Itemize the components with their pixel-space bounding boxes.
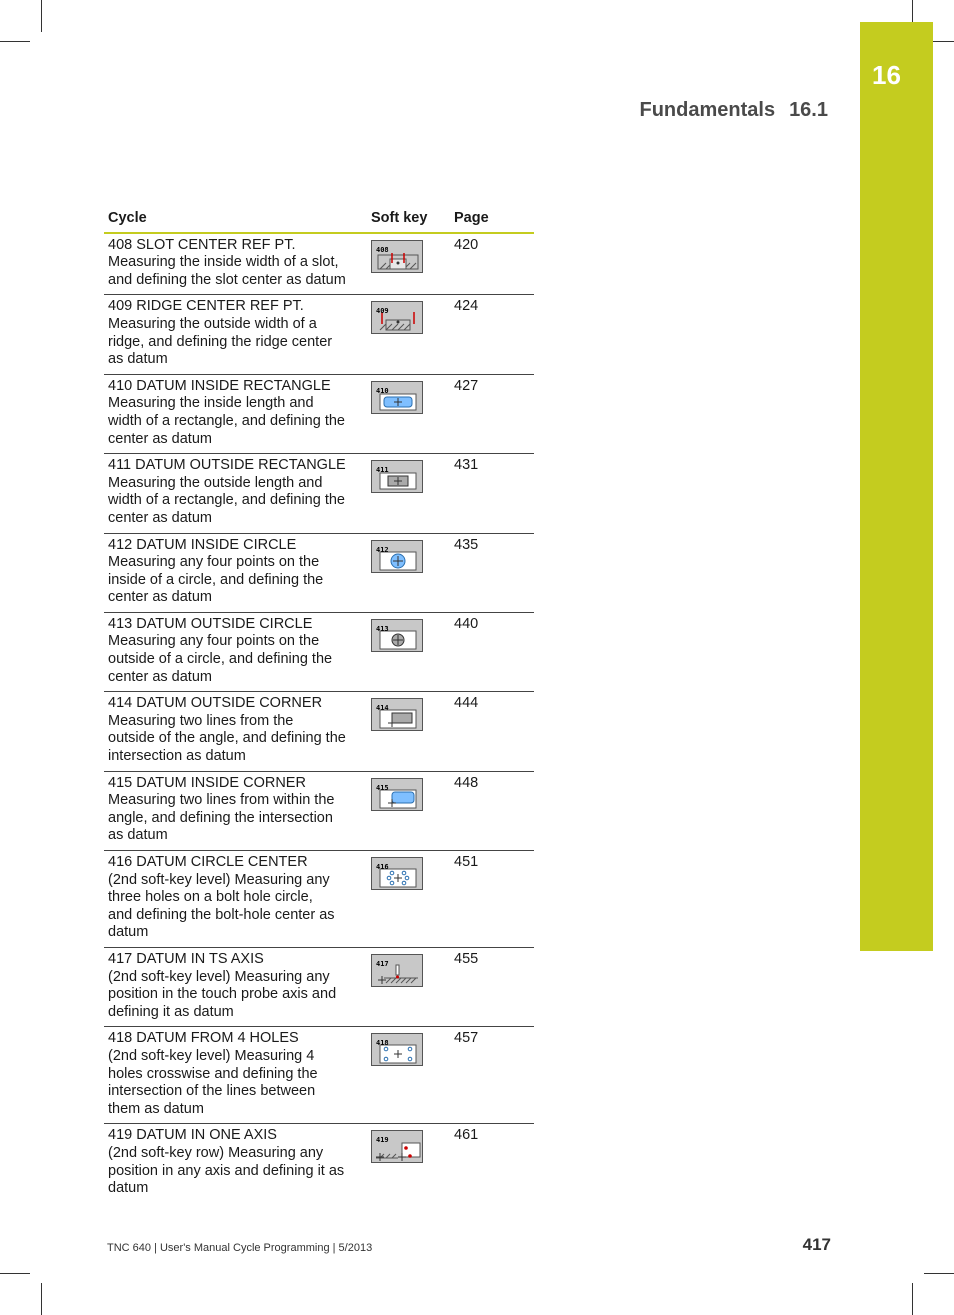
cycle-name: 414 DATUM OUTSIDE CORNER — [108, 695, 323, 712]
crop-mark — [0, 41, 30, 42]
page-reference[interactable]: 451 — [450, 851, 534, 948]
soft-key-417[interactable] — [371, 954, 423, 987]
cycle-description-line: width of a rectangle, and defining the — [108, 412, 345, 429]
soft-key-cell — [367, 851, 450, 948]
page-reference[interactable]: 420 — [450, 233, 534, 295]
cycle-description-line: defining it as datum — [108, 1003, 234, 1020]
table-row — [104, 295, 534, 374]
table-row — [104, 851, 534, 948]
soft-key-cell — [367, 1124, 450, 1203]
cycle-description-line: three holes on a bolt hole circle, — [108, 889, 313, 906]
crop-mark — [0, 1273, 30, 1274]
chapter-tab — [860, 22, 933, 951]
cycle-description-line: as datum — [108, 827, 168, 844]
page-header — [639, 99, 828, 122]
cycle-name: 412 DATUM INSIDE CIRCLE — [108, 536, 297, 553]
soft-key-408[interactable] — [371, 240, 423, 273]
column-header-page: Page — [450, 207, 534, 233]
soft-key-label: 415 — [376, 783, 389, 792]
crop-mark — [41, 1283, 42, 1315]
soft-key-411[interactable] — [371, 460, 423, 493]
cycle-description-line: inside of a circle, and defining the — [108, 571, 324, 588]
chapter-title: Fundamentals — [639, 99, 776, 121]
page-reference[interactable]: 435 — [450, 533, 534, 612]
cycle-description-line: angle, and defining the intersection — [108, 809, 333, 826]
cycle-description-line: (2nd soft-key level) Measuring any — [108, 871, 330, 888]
cycle-description-line: position in any axis and defining it as — [108, 1162, 345, 1179]
soft-key-label: 416 — [376, 863, 389, 871]
soft-key-cell — [367, 374, 450, 453]
table-row — [104, 374, 534, 453]
cycle-description-line: center as datum — [108, 430, 212, 447]
cycle-description-line: Measuring the outside length and — [108, 474, 323, 491]
soft-key-label: 410 — [376, 386, 389, 395]
chapter-number: 16 — [872, 60, 901, 90]
cycle-description-line: center as datum — [108, 509, 212, 526]
soft-key-cell — [367, 454, 450, 533]
cycle-description-line: them as datum — [108, 1100, 204, 1117]
soft-key-412[interactable] — [371, 540, 423, 573]
page-reference[interactable]: 448 — [450, 771, 534, 850]
soft-key-cell — [367, 947, 450, 1026]
table-row — [104, 771, 534, 850]
cycle-description-line: datum — [108, 1180, 149, 1197]
soft-key-cell — [367, 612, 450, 691]
crop-mark — [924, 1273, 954, 1274]
cycle-description — [104, 612, 367, 691]
table-row — [104, 1124, 534, 1203]
cycle-description — [104, 947, 367, 1026]
soft-key-label: 417 — [376, 959, 389, 968]
cycle-description-line: and defining the slot center as datum — [108, 271, 346, 288]
page-reference[interactable]: 424 — [450, 295, 534, 374]
cycle-description — [104, 233, 367, 295]
soft-key-416[interactable] — [371, 857, 423, 890]
soft-key-cell — [367, 233, 450, 295]
soft-key-cell — [367, 295, 450, 374]
cycle-description-line: position in the touch probe axis and — [108, 986, 337, 1003]
table-row — [104, 233, 534, 295]
soft-key-414[interactable] — [371, 698, 423, 731]
table-row — [104, 947, 534, 1026]
cycle-name: 409 RIDGE CENTER REF PT. — [108, 298, 304, 315]
table-row — [104, 692, 534, 771]
cycle-description-line: intersection of the lines between — [108, 1083, 316, 1100]
soft-key-label: 408 — [376, 245, 389, 254]
cycle-description-line: Measuring the inside length and — [108, 395, 314, 412]
soft-key-cell — [367, 771, 450, 850]
table-row — [104, 612, 534, 691]
crop-mark — [41, 0, 42, 32]
soft-key-409[interactable] — [371, 301, 423, 334]
soft-key-label: 419 — [376, 1136, 389, 1145]
cycle-description-line: Measuring two lines from within the — [108, 792, 335, 809]
cycle-description-line: datum — [108, 924, 149, 941]
cycle-description-line: Measuring any four points on the — [108, 554, 320, 571]
cycle-description-line: as datum — [108, 351, 168, 368]
cycle-description-line: holes crosswise and defining the — [108, 1065, 318, 1082]
cycle-name: 417 DATUM IN TS AXIS — [108, 950, 264, 967]
cycle-description-line: Measuring any four points on the — [108, 633, 320, 650]
cycle-name: 415 DATUM INSIDE CORNER — [108, 774, 306, 791]
cycle-description — [104, 454, 367, 533]
soft-key-label: 411 — [376, 466, 389, 475]
page-reference[interactable]: 457 — [450, 1027, 534, 1124]
cycle-description-line: ridge, and defining the ridge center — [108, 333, 333, 350]
soft-key-418[interactable] — [371, 1033, 423, 1066]
soft-key-cell — [367, 692, 450, 771]
table-row — [104, 454, 534, 533]
cycle-name: 408 SLOT CENTER REF PT. — [108, 236, 296, 253]
cycle-description — [104, 374, 367, 453]
cycle-description-line: (2nd soft-key level) Measuring 4 — [108, 1047, 315, 1064]
table-row — [104, 533, 534, 612]
soft-key-413[interactable] — [371, 619, 423, 652]
cycle-description-line: (2nd soft-key row) Measuring any — [108, 1144, 324, 1161]
cycle-description-line: center as datum — [108, 668, 212, 685]
footer-text: TNC 640 | User's Manual Cycle Programming | 5/2013 — [107, 1242, 373, 1254]
page-reference[interactable]: 455 — [450, 947, 534, 1026]
cycle-description-line: Measuring two lines from the — [108, 712, 294, 729]
soft-key-419[interactable] — [371, 1130, 423, 1163]
column-header-cycle: Cycle — [104, 207, 367, 233]
crop-mark — [912, 0, 913, 22]
cycle-description-line: and defining the bolt-hole center as — [108, 906, 335, 923]
cycle-description-line: center as datum — [108, 589, 212, 606]
cycle-description-line: Measuring the inside width of a slot, — [108, 254, 339, 271]
cycle-description — [104, 692, 367, 771]
section-number: 16.1 — [789, 99, 828, 121]
cycle-description — [104, 295, 367, 374]
cycle-description-line: width of a rectangle, and defining the — [108, 492, 345, 509]
soft-key-cell — [367, 533, 450, 612]
cycle-description-line: (2nd soft-key level) Measuring any — [108, 968, 330, 985]
soft-key-410[interactable] — [371, 381, 423, 414]
table-row — [104, 1027, 534, 1124]
page-reference[interactable]: 427 — [450, 374, 534, 453]
soft-key-label: 412 — [376, 545, 389, 554]
cycle-description-line: outside of the angle, and defining the — [108, 730, 346, 747]
cycle-description — [104, 771, 367, 850]
soft-key-415[interactable] — [371, 778, 423, 811]
soft-key-label: 413 — [376, 624, 389, 633]
crop-mark — [912, 1283, 913, 1315]
page-number: 417 — [802, 1235, 831, 1254]
cycle-name: 419 DATUM IN ONE AXIS — [108, 1127, 277, 1144]
cycle-name: 411 DATUM OUTSIDE RECTANGLE — [108, 457, 346, 474]
cycle-description-line: Measuring the outside width of a — [108, 315, 317, 332]
cycle-name: 413 DATUM OUTSIDE CIRCLE — [108, 615, 313, 632]
cycle-name: 410 DATUM INSIDE RECTANGLE — [108, 377, 331, 394]
soft-key-label: 409 — [376, 307, 389, 316]
cycle-description-line: intersection as datum — [108, 748, 246, 765]
cycle-table — [104, 207, 534, 1203]
soft-key-label: 418 — [376, 1039, 389, 1048]
cycle-description — [104, 533, 367, 612]
cycle-description — [104, 1124, 367, 1203]
cycle-description — [104, 1027, 367, 1124]
page-reference[interactable]: 431 — [450, 454, 534, 533]
cycle-description — [104, 851, 367, 948]
page-reference[interactable]: 440 — [450, 612, 534, 691]
soft-key-label: 414 — [376, 704, 389, 713]
page-reference[interactable]: 444 — [450, 692, 534, 771]
page-reference[interactable]: 461 — [454, 1127, 479, 1144]
table-header-row — [104, 207, 534, 233]
cycle-name: 416 DATUM CIRCLE CENTER — [108, 854, 308, 870]
cycle-name: 418 DATUM FROM 4 HOLES — [108, 1030, 299, 1047]
cycle-description-line: outside of a circle, and defining the — [108, 651, 333, 668]
soft-key-cell — [367, 1027, 450, 1124]
column-header-soft-key: Soft key — [367, 207, 450, 233]
